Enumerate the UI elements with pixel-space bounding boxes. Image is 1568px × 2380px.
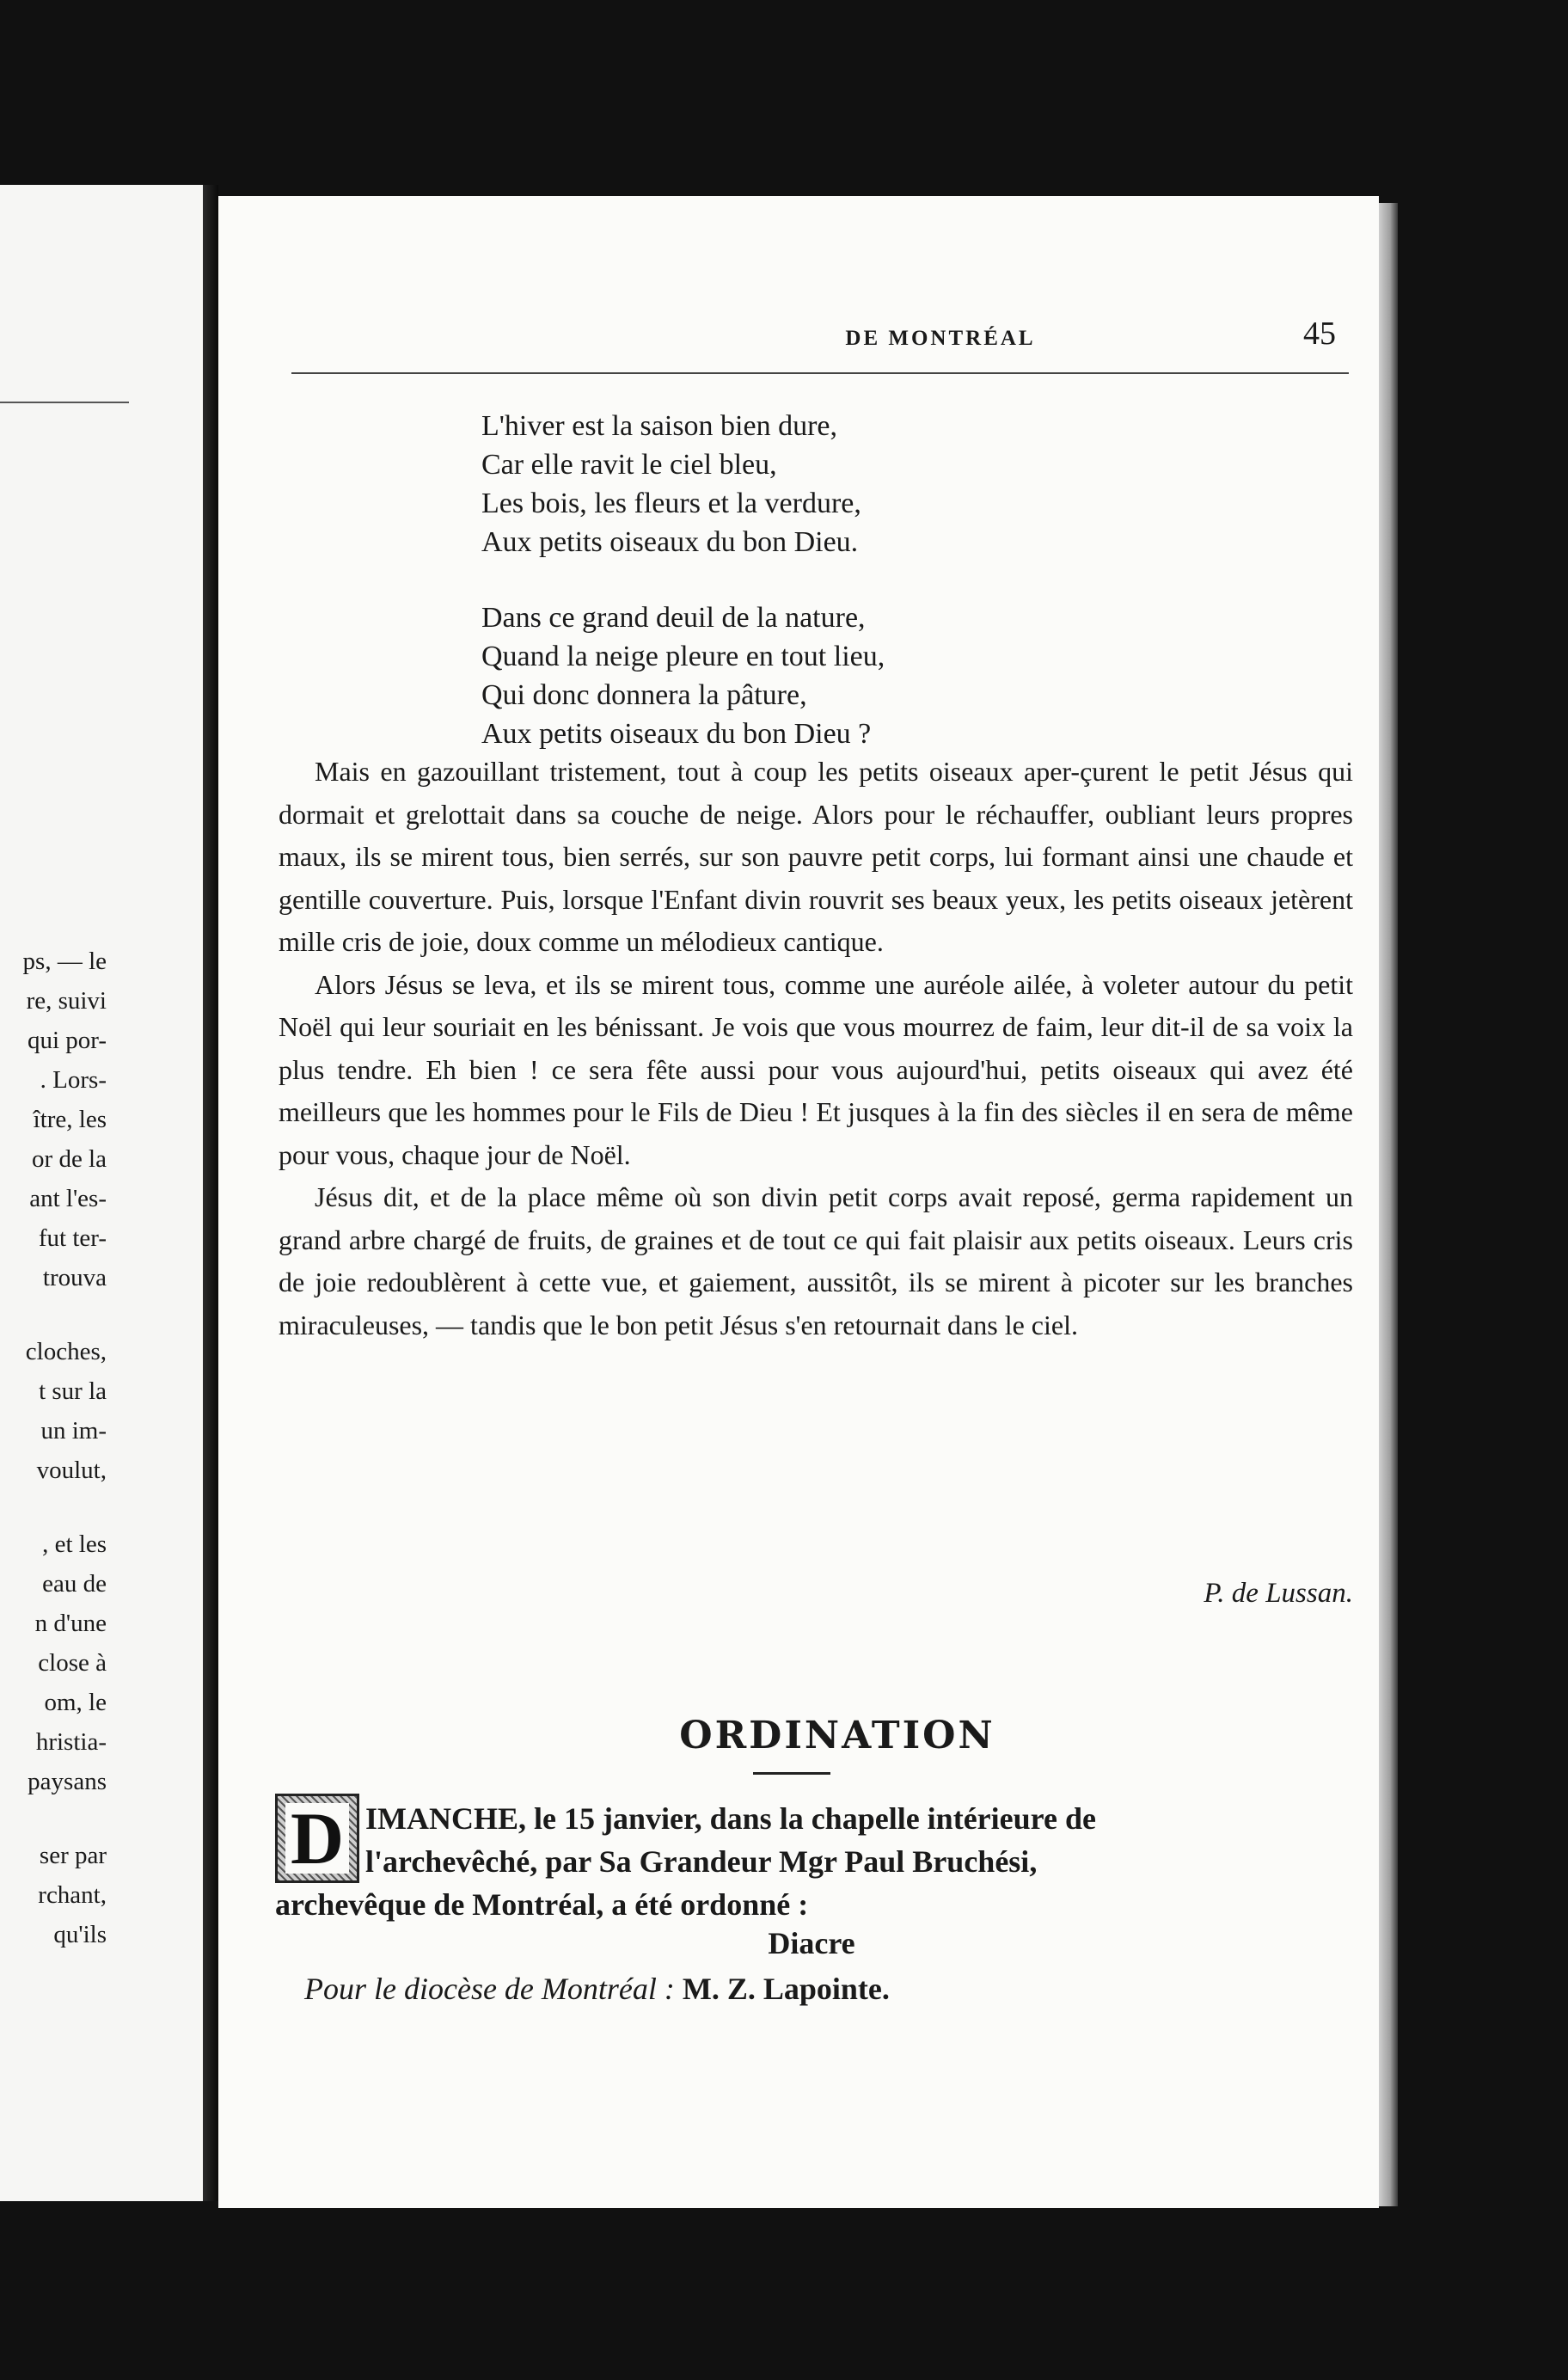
poem-stanza-2 (481, 598, 1100, 753)
left-line: . Lors- (40, 1066, 107, 1094)
diocese-line (304, 1971, 1336, 2007)
poem-stanza-1 (481, 407, 1100, 561)
author-signature: P. de Lussan. (1204, 1578, 1353, 1609)
paragraph: Mais en gazouillant tristement, tout à coup les petits oiseaux aper-çurent le petit Jésus qui dormait et grelottait dans sa couche de neige. Alors pour le réchauffer, oubliant leurs propres maux, ils se mirent tous, bien serrés, sur son pauvre petit corps, lui formant ainsi une chaude et gentille couverture. Puis, lorsque l'Enfant divin rouvrit ses beaux yeux, les petits oiseaux jetèrent mille cris de joie, doux comme un mélodieux cantique. (279, 756, 1353, 957)
page-number: 45 (1303, 316, 1336, 352)
page-block-edge (1379, 203, 1398, 2206)
ordination-line: archevêque de Montréal, a été ordonné : (275, 1887, 809, 1922)
verse: Les bois, les fleurs et la verdure, (481, 488, 861, 519)
verse: Dans ce grand deuil de la nature, (481, 602, 866, 634)
left-line: ser par (39, 1842, 107, 1869)
left-line: fut ter- (38, 1224, 107, 1252)
verse: L'hiver est la saison bien dure, (481, 410, 838, 442)
left-line: hristia- (35, 1728, 107, 1756)
ordinand-name: M. Z. Lapointe. (682, 1972, 890, 2006)
running-head: DE MONTRÉAL (845, 327, 1036, 350)
left-line: , et les (42, 1530, 107, 1558)
left-line: un im- (40, 1417, 107, 1445)
left-line: voulut, (36, 1457, 107, 1484)
left-line: n d'une (34, 1610, 107, 1637)
verse: Quand la neige pleure en tout lieu, (481, 641, 885, 672)
left-line: ître, les (33, 1106, 107, 1133)
left-line: qui por- (27, 1027, 107, 1054)
header-rule (291, 372, 1349, 374)
ordination-paragraph (275, 1797, 1350, 1926)
left-line: ant l'es- (29, 1185, 107, 1212)
prose-body (279, 751, 1353, 1346)
page-45 (218, 196, 1379, 2208)
left-header-rule (0, 402, 129, 403)
left-line: om, le (44, 1689, 107, 1716)
diocese-label: Pour le diocèse de Montréal : (304, 1972, 675, 2006)
paragraph: Jésus dit, et de la place même où son divin petit corps avait reposé, germa rapidement un grand arbre chargé de fruits, de graines et de tout ce qui fait plaisir aux petits oiseaux. Leurs cris de joie redoublèrent à cette vue, et gaiement, aussitôt, ils se mirent à picoter sur les branches miraculeuses, — tandis que le bon petit Jésus s'en retournait dans le ciel. (279, 1181, 1353, 1340)
ordination-line: IMANCHE, le 15 janvier, dans la chapelle intérieure de (365, 1801, 1096, 1836)
title-rule (753, 1772, 830, 1775)
drop-cap-letter: D (285, 1803, 349, 1874)
left-line: paysans (28, 1768, 107, 1795)
facing-page-left (0, 185, 203, 2201)
section-title: ORDINATION (679, 1714, 995, 1757)
left-line: or de la (32, 1145, 107, 1173)
left-line: t sur la (39, 1377, 107, 1405)
poem (481, 407, 1100, 753)
ornamental-drop-cap (275, 1794, 359, 1883)
subheading: Diacre (768, 1926, 855, 1960)
left-page-text (0, 942, 198, 1954)
left-line: qu'ils (53, 1921, 107, 1948)
left-line: eau de (42, 1570, 107, 1598)
left-line: cloches, (25, 1338, 107, 1365)
ordination-line: l'archevêché, par Sa Grandeur Mgr Paul Bruchési, (365, 1844, 1038, 1879)
verse: Aux petits oiseaux du bon Dieu ? (481, 718, 872, 750)
book-gutter (203, 185, 218, 2201)
left-line: close à (38, 1649, 107, 1677)
left-line: trouva (42, 1264, 107, 1291)
verse: Qui donc donnera la pâture, (481, 679, 807, 711)
paragraph: Alors Jésus se leva, et ils se mirent tous, comme une auréole ailée, à voleter autour du petit Noël qui leur souriait en les bénissant. Je vois que vous mourrez de faim, leur dit-il de sa voix la plus tendre. Eh bien ! ce sera fête aussi pour vous aujourd'hui, petits oiseaux qui avez été meilleurs que les hommes pour le Fils de Dieu ! Et jusques à la fin des siècles il en sera de même pour vous, chaque jour de Noël. (279, 968, 1353, 1170)
verse: Car elle ravit le ciel bleu, (481, 449, 777, 481)
verse: Aux petits oiseaux du bon Dieu. (481, 526, 859, 558)
left-line: rchant, (38, 1881, 107, 1909)
left-line: re, suivi (26, 987, 107, 1015)
left-line: ps, — le (22, 948, 107, 975)
